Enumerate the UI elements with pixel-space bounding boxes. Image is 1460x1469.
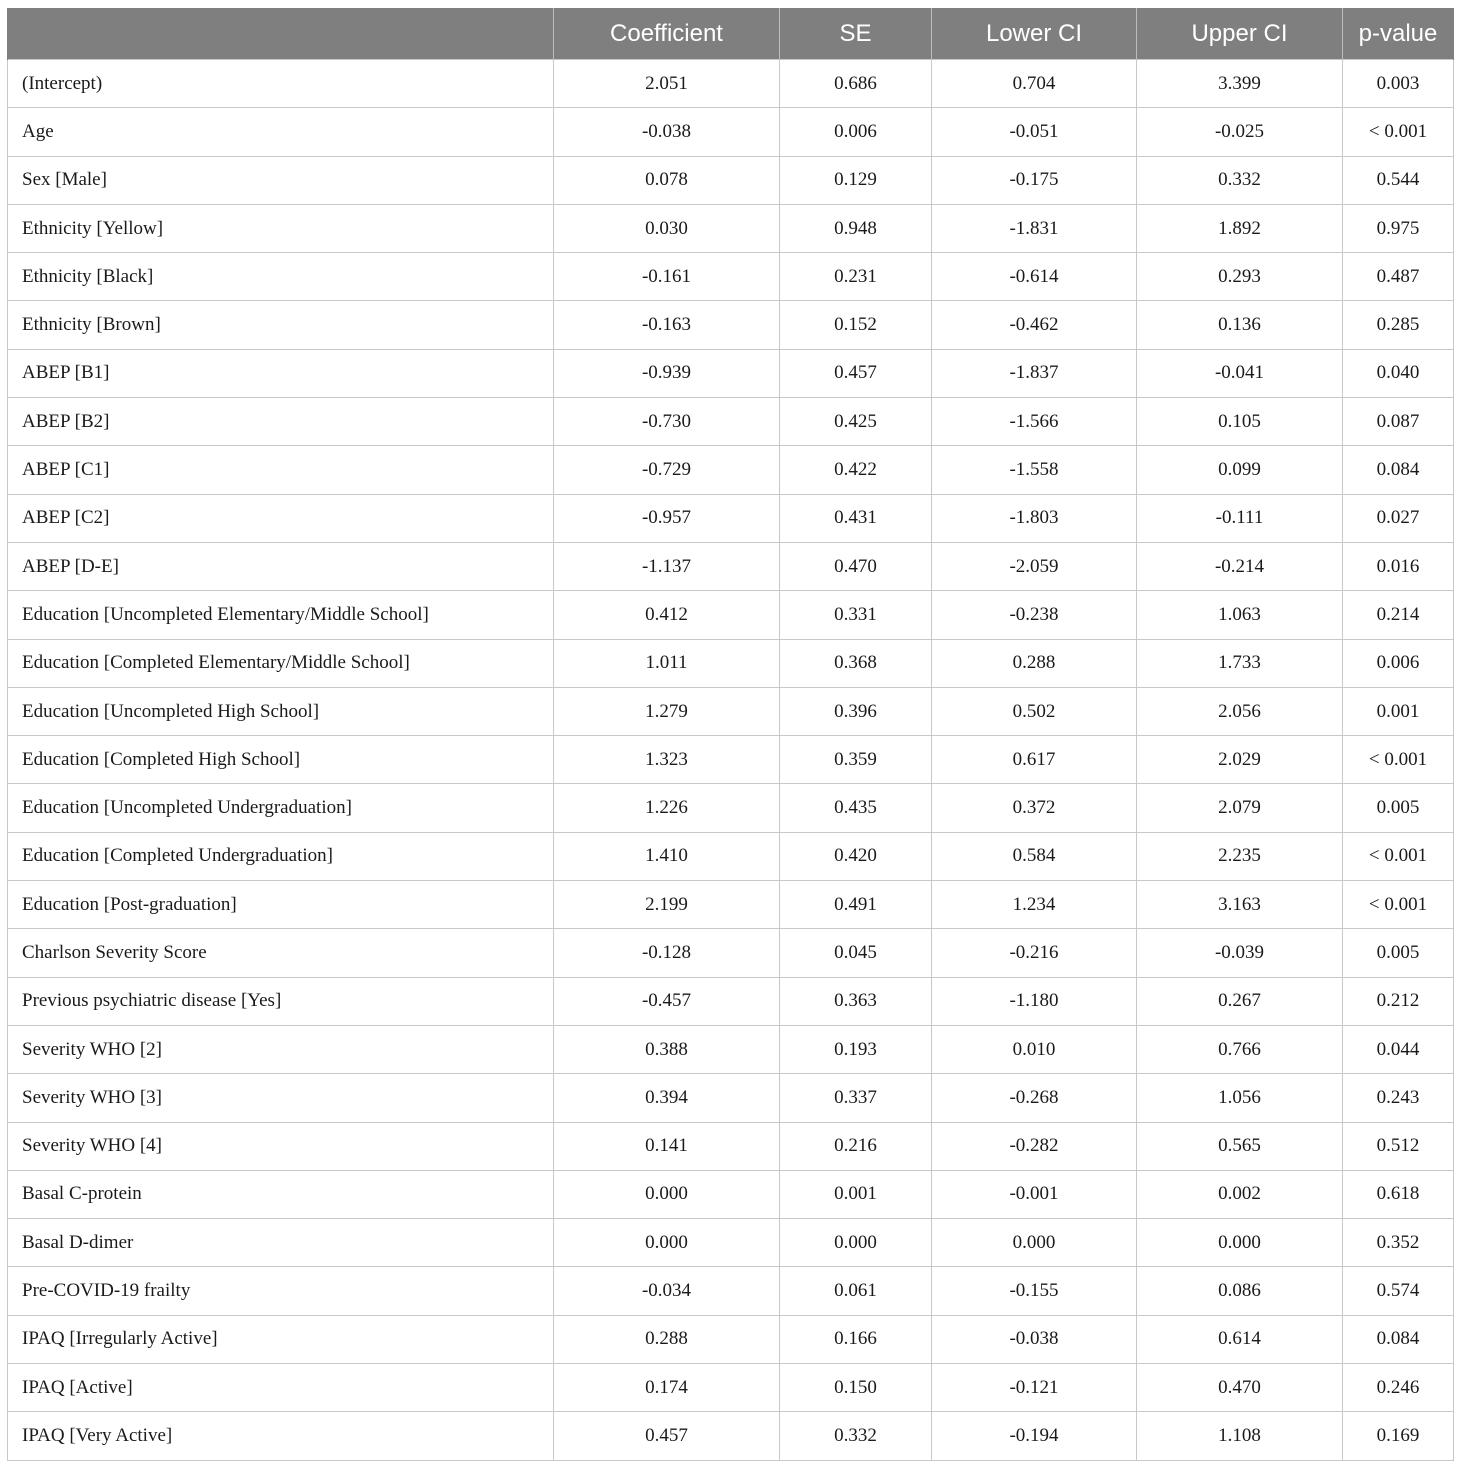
upper-ci-cell: 0.293 [1137,253,1343,301]
upper-ci-cell: -0.214 [1137,542,1343,590]
se-cell: 0.686 [780,60,932,108]
p-value-cell: 0.016 [1343,542,1454,590]
term-cell: ABEP [D-E] [8,542,554,590]
p-value-cell: 0.246 [1343,1364,1454,1412]
term-cell: ABEP [C1] [8,446,554,494]
coefficient-cell: -0.161 [554,253,780,301]
term-cell: Basal D-dimer [8,1219,554,1267]
upper-ci-cell: 0.614 [1137,1315,1343,1363]
se-cell: 0.331 [780,591,932,639]
table-body [8,60,1454,1461]
p-value-cell: < 0.001 [1343,108,1454,156]
table-row [8,1170,1454,1218]
table-row [8,784,1454,832]
coefficient-cell: 2.051 [554,60,780,108]
se-cell: 0.470 [780,542,932,590]
header-coefficient: Coefficient [554,9,780,60]
coefficient-cell: 0.141 [554,1122,780,1170]
term-cell: ABEP [B1] [8,349,554,397]
regression-table [7,8,1454,1461]
se-cell: 0.061 [780,1267,932,1315]
coefficient-cell: 1.279 [554,687,780,735]
lower-ci-cell: 0.000 [932,1219,1137,1267]
lower-ci-cell: 0.288 [932,639,1137,687]
lower-ci-cell: -0.238 [932,591,1137,639]
se-cell: 0.422 [780,446,932,494]
lower-ci-cell: 0.704 [932,60,1137,108]
upper-ci-cell: -0.039 [1137,929,1343,977]
coefficient-cell: -0.729 [554,446,780,494]
p-value-cell: < 0.001 [1343,736,1454,784]
term-cell: Severity WHO [3] [8,1074,554,1122]
se-cell: 0.396 [780,687,932,735]
coefficient-cell: 0.174 [554,1364,780,1412]
table-header-row [8,9,1454,60]
lower-ci-cell: -2.059 [932,542,1137,590]
p-value-cell: 0.001 [1343,687,1454,735]
p-value-cell: 0.487 [1343,253,1454,301]
term-cell: IPAQ [Very Active] [8,1412,554,1460]
term-cell: Ethnicity [Black] [8,253,554,301]
table-row [8,977,1454,1025]
term-cell: Severity WHO [4] [8,1122,554,1170]
table-row [8,542,1454,590]
se-cell: 0.000 [780,1219,932,1267]
p-value-cell: 0.005 [1343,784,1454,832]
term-cell: Charlson Severity Score [8,929,554,977]
table-row [8,108,1454,156]
table-row [8,349,1454,397]
p-value-cell: 0.006 [1343,639,1454,687]
se-cell: 0.006 [780,108,932,156]
lower-ci-cell: -0.282 [932,1122,1137,1170]
se-cell: 0.001 [780,1170,932,1218]
table-row [8,736,1454,784]
p-value-cell: 0.544 [1343,156,1454,204]
term-cell: Ethnicity [Brown] [8,301,554,349]
upper-ci-cell: -0.041 [1137,349,1343,397]
table-row [8,881,1454,929]
coefficient-cell: 0.288 [554,1315,780,1363]
term-cell: Pre-COVID-19 frailty [8,1267,554,1315]
table-row [8,494,1454,542]
se-cell: 0.431 [780,494,932,542]
lower-ci-cell: -1.566 [932,398,1137,446]
upper-ci-cell: 1.733 [1137,639,1343,687]
lower-ci-cell: -0.038 [932,1315,1137,1363]
lower-ci-cell: -0.121 [932,1364,1137,1412]
term-cell: Basal C-protein [8,1170,554,1218]
coefficient-cell: 0.457 [554,1412,780,1460]
term-cell: Previous psychiatric disease [Yes] [8,977,554,1025]
lower-ci-cell: -0.194 [932,1412,1137,1460]
p-value-cell: 0.212 [1343,977,1454,1025]
lower-ci-cell: -0.051 [932,108,1137,156]
term-cell: Education [Uncompleted Undergraduation] [8,784,554,832]
se-cell: 0.457 [780,349,932,397]
p-value-cell: 0.040 [1343,349,1454,397]
se-cell: 0.216 [780,1122,932,1170]
coefficient-cell: -0.034 [554,1267,780,1315]
coefficient-cell: 0.000 [554,1219,780,1267]
upper-ci-cell: 2.029 [1137,736,1343,784]
p-value-cell: 0.005 [1343,929,1454,977]
upper-ci-cell: -0.025 [1137,108,1343,156]
upper-ci-cell: 0.470 [1137,1364,1343,1412]
coefficient-cell: 0.388 [554,1025,780,1073]
p-value-cell: 0.087 [1343,398,1454,446]
coefficient-cell: 0.000 [554,1170,780,1218]
p-value-cell: 0.027 [1343,494,1454,542]
term-cell: Severity WHO [2] [8,1025,554,1073]
lower-ci-cell: 0.010 [932,1025,1137,1073]
p-value-cell: < 0.001 [1343,832,1454,880]
table-row [8,253,1454,301]
p-value-cell: 0.084 [1343,1315,1454,1363]
coefficient-cell: 2.199 [554,881,780,929]
table-row [8,1267,1454,1315]
coefficient-cell: -1.137 [554,542,780,590]
term-cell: IPAQ [Irregularly Active] [8,1315,554,1363]
coefficient-cell: 1.226 [554,784,780,832]
se-cell: 0.425 [780,398,932,446]
se-cell: 0.150 [780,1364,932,1412]
term-cell: (Intercept) [8,60,554,108]
coefficient-cell: -0.163 [554,301,780,349]
upper-ci-cell: 0.086 [1137,1267,1343,1315]
se-cell: 0.152 [780,301,932,349]
p-value-cell: < 0.001 [1343,881,1454,929]
lower-ci-cell: 1.234 [932,881,1137,929]
upper-ci-cell: 1.056 [1137,1074,1343,1122]
coefficient-cell: 0.078 [554,156,780,204]
lower-ci-cell: -1.837 [932,349,1137,397]
coefficient-cell: -0.730 [554,398,780,446]
upper-ci-cell: -0.111 [1137,494,1343,542]
term-cell: Education [Completed Undergraduation] [8,832,554,880]
p-value-cell: 0.352 [1343,1219,1454,1267]
upper-ci-cell: 2.235 [1137,832,1343,880]
lower-ci-cell: -0.001 [932,1170,1137,1218]
lower-ci-cell: 0.502 [932,687,1137,735]
table-row [8,832,1454,880]
term-cell: Education [Completed Elementary/Middle School] [8,639,554,687]
coefficient-cell: 0.412 [554,591,780,639]
upper-ci-cell: 1.063 [1137,591,1343,639]
table-row [8,1025,1454,1073]
table-row [8,929,1454,977]
term-cell: IPAQ [Active] [8,1364,554,1412]
term-cell: Education [Uncompleted Elementary/Middle School] [8,591,554,639]
lower-ci-cell: -0.155 [932,1267,1137,1315]
se-cell: 0.337 [780,1074,932,1122]
p-value-cell: 0.975 [1343,204,1454,252]
term-cell: ABEP [B2] [8,398,554,446]
upper-ci-cell: 0.002 [1137,1170,1343,1218]
table-row [8,591,1454,639]
coefficient-cell: 0.030 [554,204,780,252]
table-row [8,1122,1454,1170]
lower-ci-cell: -1.180 [932,977,1137,1025]
upper-ci-cell: 3.399 [1137,60,1343,108]
header-se: SE [780,9,932,60]
se-cell: 0.491 [780,881,932,929]
p-value-cell: 0.512 [1343,1122,1454,1170]
se-cell: 0.948 [780,204,932,252]
coefficient-cell: -0.939 [554,349,780,397]
table-row [8,60,1454,108]
header-upper-ci: Upper CI [1137,9,1343,60]
header-term [8,9,554,60]
lower-ci-cell: -1.831 [932,204,1137,252]
table-row [8,1074,1454,1122]
p-value-cell: 0.084 [1343,446,1454,494]
term-cell: Age [8,108,554,156]
upper-ci-cell: 1.892 [1137,204,1343,252]
coefficient-cell: 0.394 [554,1074,780,1122]
p-value-cell: 0.214 [1343,591,1454,639]
lower-ci-cell: 0.617 [932,736,1137,784]
term-cell: Education [Uncompleted High School] [8,687,554,735]
lower-ci-cell: -1.558 [932,446,1137,494]
p-value-cell: 0.003 [1343,60,1454,108]
p-value-cell: 0.044 [1343,1025,1454,1073]
table-row [8,1364,1454,1412]
term-cell: Education [Completed High School] [8,736,554,784]
se-cell: 0.435 [780,784,932,832]
term-cell: ABEP [C2] [8,494,554,542]
coefficient-cell: 1.011 [554,639,780,687]
se-cell: 0.045 [780,929,932,977]
term-cell: Education [Post-graduation] [8,881,554,929]
upper-ci-cell: 0.565 [1137,1122,1343,1170]
upper-ci-cell: 3.163 [1137,881,1343,929]
lower-ci-cell: -0.268 [932,1074,1137,1122]
header-p-value: p-value [1343,9,1454,60]
coefficient-cell: 1.410 [554,832,780,880]
table-row [8,204,1454,252]
upper-ci-cell: 0.136 [1137,301,1343,349]
header-lower-ci: Lower CI [932,9,1137,60]
upper-ci-cell: 2.079 [1137,784,1343,832]
p-value-cell: 0.574 [1343,1267,1454,1315]
p-value-cell: 0.285 [1343,301,1454,349]
lower-ci-cell: 0.372 [932,784,1137,832]
lower-ci-cell: -1.803 [932,494,1137,542]
coefficient-cell: 1.323 [554,736,780,784]
se-cell: 0.332 [780,1412,932,1460]
table-row [8,1219,1454,1267]
se-cell: 0.368 [780,639,932,687]
p-value-cell: 0.618 [1343,1170,1454,1218]
se-cell: 0.359 [780,736,932,784]
upper-ci-cell: 1.108 [1137,1412,1343,1460]
table-row [8,446,1454,494]
se-cell: 0.231 [780,253,932,301]
table-row [8,687,1454,735]
lower-ci-cell: 0.584 [932,832,1137,880]
p-value-cell: 0.243 [1343,1074,1454,1122]
term-cell: Sex [Male] [8,156,554,204]
upper-ci-cell: 0.099 [1137,446,1343,494]
table-row [8,398,1454,446]
coefficient-cell: -0.038 [554,108,780,156]
p-value-cell: 0.169 [1343,1412,1454,1460]
lower-ci-cell: -0.614 [932,253,1137,301]
se-cell: 0.363 [780,977,932,1025]
table-row [8,301,1454,349]
se-cell: 0.166 [780,1315,932,1363]
upper-ci-cell: 0.267 [1137,977,1343,1025]
se-cell: 0.129 [780,156,932,204]
coefficient-cell: -0.457 [554,977,780,1025]
upper-ci-cell: 0.766 [1137,1025,1343,1073]
table-row [8,156,1454,204]
se-cell: 0.420 [780,832,932,880]
table-row [8,639,1454,687]
table-row [8,1315,1454,1363]
term-cell: Ethnicity [Yellow] [8,204,554,252]
coefficient-cell: -0.957 [554,494,780,542]
upper-ci-cell: 0.000 [1137,1219,1343,1267]
upper-ci-cell: 0.105 [1137,398,1343,446]
upper-ci-cell: 0.332 [1137,156,1343,204]
coefficient-cell: -0.128 [554,929,780,977]
lower-ci-cell: -0.175 [932,156,1137,204]
lower-ci-cell: -0.462 [932,301,1137,349]
table-row [8,1412,1454,1460]
se-cell: 0.193 [780,1025,932,1073]
lower-ci-cell: -0.216 [932,929,1137,977]
upper-ci-cell: 2.056 [1137,687,1343,735]
